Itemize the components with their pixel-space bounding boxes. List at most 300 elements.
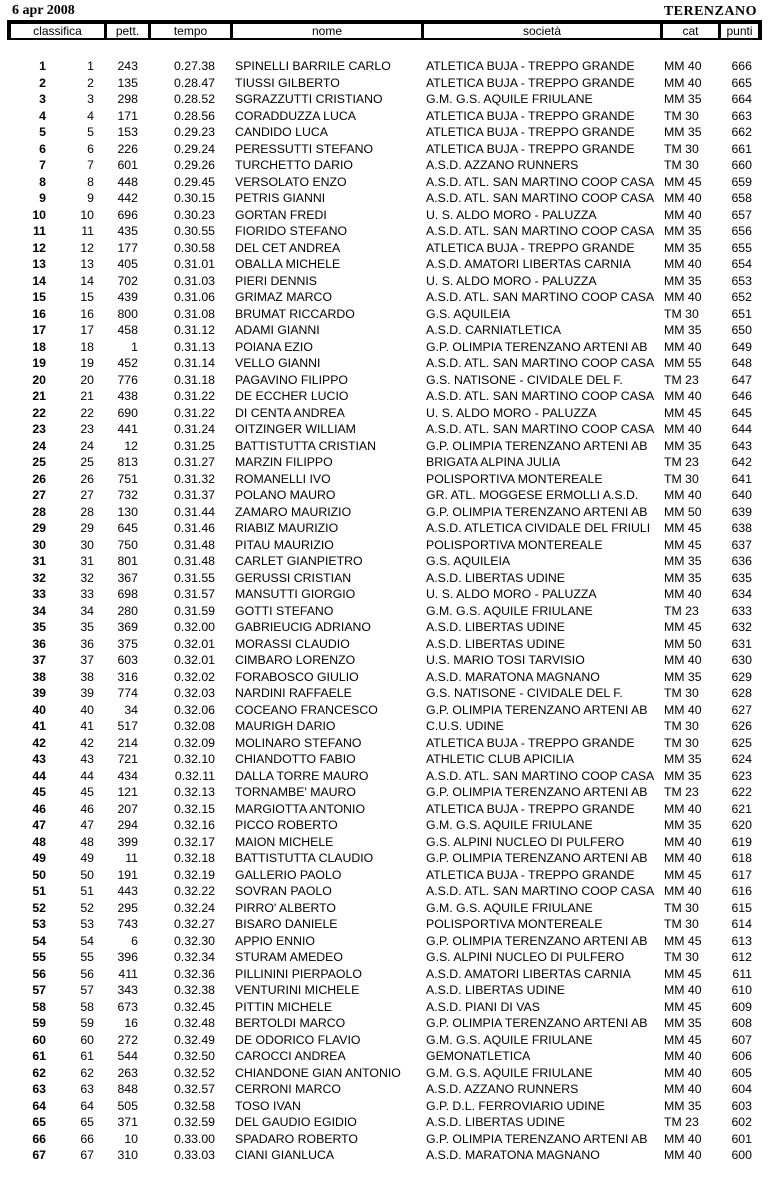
rank-overall: 23 [80, 422, 94, 436]
finish-time: 0.32.36 [173, 966, 215, 981]
rank-class: 2 [39, 75, 46, 90]
bib-number: 702 [117, 273, 138, 288]
finish-time: 0.30.15 [173, 191, 215, 205]
finish-time: 0.32.52 [173, 1065, 215, 1080]
rank-overall: 57 [80, 983, 94, 997]
bib-number: 375 [117, 636, 138, 651]
category: MM 40 [664, 1065, 702, 1080]
finish-time: 0.32.06 [173, 702, 215, 717]
table-row [0, 850, 771, 867]
rank-class: 54 [32, 933, 46, 948]
table-row [0, 652, 771, 669]
rank-overall: 12 [80, 240, 94, 255]
club-name: A.S.D. AMATORI LIBERTAS CARNIA [426, 257, 631, 271]
category: MM 50 [664, 636, 702, 651]
rank-class: 45 [32, 785, 46, 799]
points: 612 [731, 950, 752, 964]
athlete-name: SOVRAN PAOLO [235, 884, 332, 898]
rank-class: 47 [32, 818, 46, 832]
rank-overall: 30 [80, 537, 94, 552]
rank-overall: 24 [80, 438, 94, 453]
category: MM 40 [664, 1131, 702, 1146]
club-name: GR. ATL. MOGGESE ERMOLLI A.S.D. [426, 488, 639, 502]
points: 642 [731, 455, 752, 469]
athlete-name: MARZIN FILIPPO [235, 455, 333, 469]
athlete-name: MORASSI CLAUDIO [235, 636, 350, 651]
rank-overall: 62 [80, 1065, 94, 1080]
club-name: G.P. D.L. FERROVIARIO UDINE [426, 1098, 605, 1113]
rank-class: 48 [32, 834, 46, 849]
finish-time: 0.32.59 [173, 1115, 215, 1129]
bib-number: 848 [117, 1082, 138, 1096]
rank-overall: 33 [80, 587, 94, 601]
bib-number: 1 [131, 339, 138, 354]
club-name: A.S.D. ATL. SAN MARTINO COOP CASA [426, 884, 655, 898]
athlete-name: APPIO ENNIO [235, 933, 315, 948]
rank-class: 19 [32, 356, 46, 370]
rank-class: 32 [32, 570, 46, 585]
rank-class: 30 [32, 537, 46, 552]
rank-class: 61 [32, 1049, 46, 1063]
club-name: A.S.D. LIBERTAS UDINE [426, 570, 565, 585]
finish-time: 0.32.27 [173, 917, 215, 931]
rank-overall: 15 [80, 290, 94, 304]
bib-number: 442 [117, 191, 138, 205]
category: MM 45 [664, 867, 702, 882]
athlete-name: RIABIZ MAURIZIO [235, 521, 339, 535]
finish-time: 0.32.18 [173, 851, 215, 865]
rank-overall: 8 [87, 174, 94, 189]
category: MM 45 [664, 521, 702, 535]
rank-class: 38 [32, 669, 46, 684]
rank-overall: 47 [80, 818, 94, 832]
table-row [0, 586, 771, 603]
rank-overall: 25 [80, 455, 94, 469]
rank-class: 20 [32, 372, 46, 387]
points: 624 [731, 752, 752, 766]
athlete-name: BRUMAT RICCARDO [235, 306, 355, 321]
finish-time: 0.32.01 [173, 636, 215, 651]
table-row [0, 768, 771, 785]
athlete-name: TIUSSI GILBERTO [235, 75, 340, 90]
category: MM 50 [664, 504, 702, 519]
rank-overall: 2 [87, 75, 94, 90]
category: MM 45 [664, 933, 702, 948]
finish-time: 0.31.12 [173, 323, 215, 337]
finish-time: 0.29.24 [173, 141, 215, 156]
category: MM 35 [664, 752, 702, 766]
header-cat: cat [663, 24, 718, 38]
finish-time: 0.31.59 [173, 603, 215, 618]
rank-class: 40 [32, 702, 46, 717]
club-name: G.S. ALPINI NUCLEO DI PULFERO [426, 950, 625, 964]
table-row [0, 817, 771, 834]
rank-overall: 65 [80, 1115, 94, 1129]
points: 659 [731, 174, 752, 189]
bib-number: 732 [117, 488, 138, 502]
athlete-name: MANSUTTI GIORGIO [235, 587, 356, 601]
category: TM 30 [664, 950, 699, 964]
bib-number: 10 [124, 1131, 138, 1146]
category: TM 30 [664, 917, 699, 931]
category: MM 40 [664, 59, 702, 73]
finish-time: 0.28.52 [173, 92, 215, 106]
rank-class: 17 [32, 323, 46, 337]
finish-time: 0.32.01 [173, 653, 215, 667]
club-name: G.M. G.S. AQUILE FRIULANE [426, 1065, 593, 1080]
club-name: A.S.D. AZZANO RUNNERS [426, 158, 579, 172]
rank-overall: 55 [80, 950, 94, 964]
table-row [0, 91, 771, 108]
rank-overall: 19 [80, 356, 94, 370]
rank-class: 27 [32, 488, 46, 502]
category: MM 45 [664, 174, 702, 189]
table-row [0, 240, 771, 257]
finish-time: 0.31.24 [173, 422, 215, 436]
athlete-name: ZAMARO MAURIZIO [235, 504, 352, 519]
athlete-name: DEL CET ANDREA [235, 240, 341, 255]
points: 629 [731, 669, 752, 684]
category: MM 40 [664, 290, 702, 304]
bib-number: 603 [117, 653, 138, 667]
table-row [0, 867, 771, 884]
bib-number: 214 [117, 735, 138, 750]
category: MM 45 [664, 966, 702, 981]
bib-number: 435 [117, 224, 138, 238]
club-name: POLISPORTIVA MONTEREALE [426, 471, 603, 486]
bib-number: 280 [117, 603, 138, 618]
rank-class: 56 [32, 966, 46, 981]
table-row [0, 801, 771, 818]
points: 601 [731, 1131, 752, 1146]
points: 658 [731, 191, 752, 205]
finish-time: 0.32.02 [173, 669, 215, 684]
table-row [0, 784, 771, 801]
rank-overall: 18 [80, 339, 94, 354]
finish-time: 0.31.37 [173, 488, 215, 502]
athlete-name: PITTIN MICHELE [235, 999, 333, 1014]
club-name: G.P. OLIMPIA TERENZANO ARTENI AB [426, 1016, 648, 1030]
category: TM 30 [664, 471, 699, 486]
category: MM 45 [664, 405, 702, 420]
club-name: G.M. G.S. AQUILE FRIULANE [426, 900, 593, 915]
table-row [0, 471, 771, 488]
athlete-name: STURAM AMEDEO [235, 950, 343, 964]
rank-class: 64 [32, 1098, 46, 1113]
category: MM 35 [664, 570, 702, 585]
finish-time: 0.31.22 [173, 389, 215, 403]
table-row [0, 1081, 771, 1098]
rank-class: 25 [32, 455, 46, 469]
bib-number: 439 [117, 290, 138, 304]
category: MM 45 [664, 537, 702, 552]
bib-number: 441 [117, 422, 138, 436]
finish-time: 0.31.01 [173, 257, 215, 271]
table-row [0, 900, 771, 917]
bib-number: 153 [117, 125, 138, 139]
points: 627 [731, 702, 752, 717]
table-row [0, 256, 771, 273]
finish-time: 0.32.34 [173, 950, 215, 964]
category: TM 23 [664, 455, 699, 469]
rank-class: 55 [32, 950, 46, 964]
rank-class: 35 [32, 620, 46, 634]
finish-time: 0.31.25 [173, 438, 215, 453]
points: 608 [731, 1016, 752, 1030]
points: 614 [731, 917, 752, 931]
category: TM 30 [664, 306, 699, 321]
rank-class: 26 [32, 471, 46, 486]
bib-number: 34 [124, 702, 138, 717]
bib-number: 135 [117, 75, 138, 90]
points: 654 [731, 257, 752, 271]
table-row [0, 933, 771, 950]
table-row [0, 273, 771, 290]
rank-class: 59 [32, 1016, 46, 1030]
category: MM 40 [664, 257, 702, 271]
table-row [0, 520, 771, 537]
finish-time: 0.32.30 [173, 933, 215, 948]
category: TM 23 [664, 372, 699, 387]
athlete-name: DI CENTA ANDREA [235, 405, 345, 420]
bib-number: 800 [117, 306, 138, 321]
club-name: A.S.D. PIANI DI VAS [426, 999, 540, 1014]
points: 661 [731, 141, 752, 156]
rank-overall: 51 [80, 884, 94, 898]
finish-time: 0.31.48 [173, 537, 215, 552]
rank-class: 66 [32, 1131, 46, 1146]
bib-number: 369 [117, 620, 138, 634]
points: 662 [731, 125, 752, 139]
table-row [0, 1098, 771, 1115]
points: 664 [731, 92, 752, 106]
athlete-name: CARLET GIANPIETRO [235, 554, 363, 568]
table-row [0, 1147, 771, 1164]
club-name: A.S.D. CARNIATLETICA [426, 323, 562, 337]
rank-class: 63 [32, 1082, 46, 1096]
finish-time: 0.30.23 [173, 207, 215, 222]
category: MM 40 [664, 983, 702, 997]
points: 647 [731, 372, 752, 387]
category: MM 35 [664, 1098, 702, 1113]
category: MM 40 [664, 834, 702, 849]
category: MM 35 [664, 1016, 702, 1030]
table-row [0, 405, 771, 422]
finish-time: 0.31.03 [173, 273, 215, 288]
category: MM 40 [664, 389, 702, 403]
points: 633 [731, 603, 752, 618]
rank-overall: 67 [80, 1148, 94, 1162]
rank-overall: 49 [80, 851, 94, 865]
rank-class: 23 [32, 422, 46, 436]
rank-overall: 38 [80, 669, 94, 684]
club-name: A.S.D. LIBERTAS UDINE [426, 636, 565, 651]
points: 618 [731, 851, 752, 865]
rank-class: 22 [32, 405, 46, 420]
rank-class: 24 [32, 438, 46, 453]
rank-class: 42 [32, 735, 46, 750]
club-name: ATLETICA BUJA - TREPPO GRANDE [426, 735, 635, 750]
table-row [0, 735, 771, 752]
points: 611 [732, 966, 752, 981]
header-nome: nome [233, 24, 421, 38]
athlete-name: CHIANDONE GIAN ANTONIO [235, 1065, 401, 1080]
bib-number: 399 [117, 834, 138, 849]
finish-time: 0.30.58 [173, 240, 215, 255]
points: 619 [731, 834, 752, 849]
points: 623 [731, 768, 752, 783]
table-row [0, 75, 771, 92]
club-name: ATLETICA BUJA - TREPPO GRANDE [426, 801, 635, 816]
bib-number: 367 [117, 570, 138, 585]
category: MM 40 [664, 1049, 702, 1063]
rank-class: 8 [39, 174, 46, 189]
rank-class: 29 [32, 521, 46, 535]
finish-time: 0.32.50 [173, 1049, 215, 1063]
rank-class: 36 [32, 636, 46, 651]
bib-number: 294 [117, 818, 138, 832]
bib-number: 310 [117, 1148, 138, 1162]
athlete-name: MAION MICHELE [235, 834, 334, 849]
points: 652 [731, 290, 752, 304]
rank-overall: 60 [80, 1032, 94, 1047]
athlete-name: NARDINI RAFFAELE [235, 686, 352, 700]
finish-time: 0.30.55 [173, 224, 215, 238]
points: 617 [731, 867, 752, 882]
athlete-name: BATTISTUTTA CRISTIAN [235, 438, 376, 453]
points: 630 [731, 653, 752, 667]
athlete-name: DALLA TORRE MAURO [235, 768, 369, 783]
bib-number: 316 [117, 669, 138, 684]
points: 620 [731, 818, 752, 832]
table-row [0, 553, 771, 570]
rank-class: 33 [32, 587, 46, 601]
category: TM 23 [664, 785, 699, 799]
athlete-name: TOSO IVAN [235, 1098, 301, 1113]
club-name: GEMONATLETICA [426, 1049, 531, 1063]
category: TM 30 [664, 108, 699, 123]
club-name: ATLETICA BUJA - TREPPO GRANDE [426, 141, 635, 156]
finish-time: 0.31.46 [173, 521, 215, 535]
athlete-name: SGRAZZUTTI CRISTIANO [235, 92, 383, 106]
rank-class: 13 [32, 257, 46, 271]
points: 665 [731, 75, 752, 90]
table-row [0, 636, 771, 653]
finish-time: 0.31.08 [173, 306, 215, 321]
club-name: G.P. OLIMPIA TERENZANO ARTENI AB [426, 785, 648, 799]
club-name: G.M. G.S. AQUILE FRIULANE [426, 603, 593, 618]
points: 666 [731, 59, 752, 73]
athlete-name: BISARO DANIELE [235, 917, 338, 931]
club-name: A.S.D. MARATONA MAGNANO [426, 669, 600, 684]
points: 631 [731, 636, 752, 651]
bib-number: 16 [124, 1016, 138, 1030]
table-row [0, 702, 771, 719]
finish-time: 0.31.32 [173, 471, 215, 486]
athlete-name: CORADDUZZA LUCA [235, 108, 356, 123]
bib-number: 411 [118, 966, 138, 981]
athlete-name: CAROCCI ANDREA [235, 1049, 346, 1063]
table-row [0, 883, 771, 900]
category: MM 40 [664, 1148, 702, 1162]
table-row [0, 108, 771, 125]
bib-number: 698 [117, 587, 138, 601]
rank-overall: 54 [80, 933, 94, 948]
finish-time: 0.33.00 [173, 1131, 215, 1146]
rank-class: 49 [32, 851, 46, 865]
finish-time: 0.32.22 [173, 884, 215, 898]
bib-number: 434 [117, 768, 138, 783]
rank-overall: 41 [80, 719, 94, 733]
rank-class: 46 [32, 801, 46, 816]
athlete-name: CERRONI MARCO [235, 1082, 341, 1096]
rank-overall: 5 [87, 125, 94, 139]
athlete-name: FORABOSCO GIULIO [235, 669, 359, 684]
category: MM 35 [664, 92, 702, 106]
rank-overall: 66 [80, 1131, 94, 1146]
club-name: ATLETICA BUJA - TREPPO GRANDE [426, 108, 635, 123]
club-name: A.S.D. ATL. SAN MARTINO COOP CASA [426, 768, 655, 783]
points: 622 [731, 785, 752, 799]
athlete-name: DE ODORICO FLAVIO [235, 1032, 361, 1047]
points: 600 [731, 1148, 752, 1162]
table-row [0, 949, 771, 966]
points: 626 [731, 719, 752, 733]
category: TM 23 [664, 1115, 699, 1129]
club-name: G.S. AQUILEIA [426, 554, 511, 568]
category: MM 40 [664, 1082, 702, 1096]
bib-number: 263 [117, 1065, 138, 1080]
bib-number: 396 [117, 950, 138, 964]
rank-overall: 58 [80, 999, 94, 1014]
bib-number: 505 [117, 1098, 138, 1113]
club-name: U. S. ALDO MORO - PALUZZA [426, 587, 597, 601]
bib-number: 673 [117, 999, 138, 1014]
rank-overall: 17 [80, 323, 94, 337]
finish-time: 0.31.22 [173, 405, 215, 420]
rank-class: 11 [33, 224, 46, 238]
bib-number: 226 [117, 141, 138, 156]
rank-overall: 3 [87, 92, 94, 106]
points: 606 [731, 1049, 752, 1063]
club-name: ATLETICA BUJA - TREPPO GRANDE [426, 240, 635, 255]
club-name: ATHLETIC CLUB APICILIA [426, 752, 575, 766]
table-row [0, 999, 771, 1016]
rank-overall: 53 [80, 917, 94, 931]
rank-overall: 20 [80, 372, 94, 387]
rank-class: 14 [32, 273, 46, 288]
points: 634 [731, 587, 752, 601]
header-pett: pett. [107, 24, 148, 38]
athlete-name: POLANO MAURO [235, 488, 336, 502]
finish-time: 0.32.15 [173, 801, 215, 816]
table-row [0, 306, 771, 323]
finish-time: 0.32.57 [173, 1082, 215, 1096]
points: 632 [731, 620, 752, 634]
points: 653 [731, 273, 752, 288]
athlete-name: MOLINARO STEFANO [235, 735, 362, 750]
rank-class: 43 [32, 752, 46, 766]
athlete-name: PIERI DENNIS [235, 273, 317, 288]
rank-overall: 11 [81, 224, 94, 238]
club-name: A.S.D. LIBERTAS UDINE [426, 983, 565, 997]
table-row [0, 504, 771, 521]
rank-class: 9 [39, 191, 46, 205]
bib-number: 371 [117, 1115, 138, 1129]
finish-time: 0.31.18 [173, 372, 215, 387]
bib-number: 690 [117, 405, 138, 420]
finish-time: 0.31.27 [173, 455, 215, 469]
